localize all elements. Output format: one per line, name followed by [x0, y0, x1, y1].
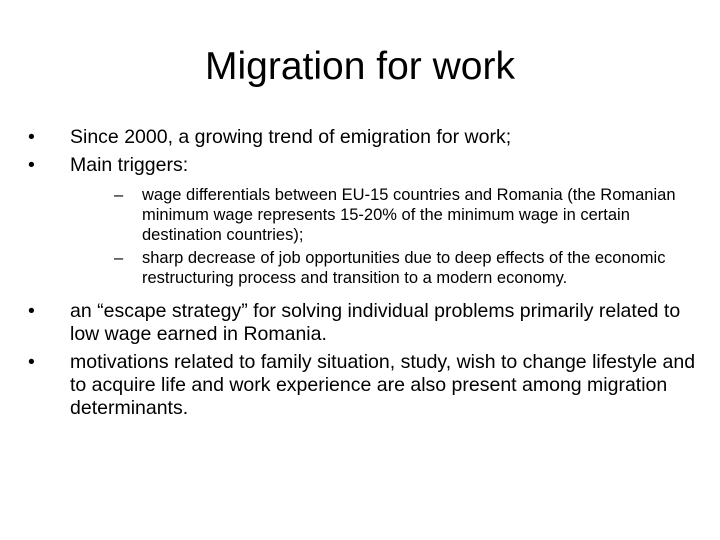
bullet-item	[28, 126, 708, 149]
sub-bullet-text: wage differentials between EU-15 countries and Romania (the Romanian minimum wage represents 15-20% of the minimum wage in certain destination countries);	[142, 186, 676, 244]
bullet-list	[28, 126, 708, 420]
slide-content	[28, 126, 708, 425]
bullet-dot-icon	[28, 351, 70, 374]
bullet-text: motivations related to family situation, study, wish to change lifestyle and to acquire life and work experience are also present among migration determinants.	[70, 351, 696, 419]
bullet-text: Since 2000, a growing trend of emigration for work;	[70, 126, 512, 148]
sub-bullet-item	[70, 248, 708, 288]
bullet-item	[28, 351, 708, 420]
sub-bullet-item	[70, 185, 708, 245]
bullet-dot-icon	[28, 154, 70, 177]
bullet-item	[28, 300, 708, 346]
slide-title: Migration for work	[205, 45, 515, 88]
bullet-text: an “escape strategy” for solving individual problems primarily related to low wage earned in Romania.	[70, 300, 681, 345]
bullet-item	[28, 154, 708, 288]
bullet-text: Main triggers:	[70, 154, 189, 176]
bullet-dot-icon	[28, 300, 70, 323]
bullet-dot-icon	[28, 126, 70, 149]
dash-bullet-icon	[114, 248, 142, 268]
sub-bullet-text: sharp decrease of job opportunities due to deep effects of the economic restructuring process and transition to a modern economy.	[142, 249, 666, 287]
sub-bullet-list	[70, 185, 708, 288]
dash-bullet-icon	[114, 185, 142, 205]
